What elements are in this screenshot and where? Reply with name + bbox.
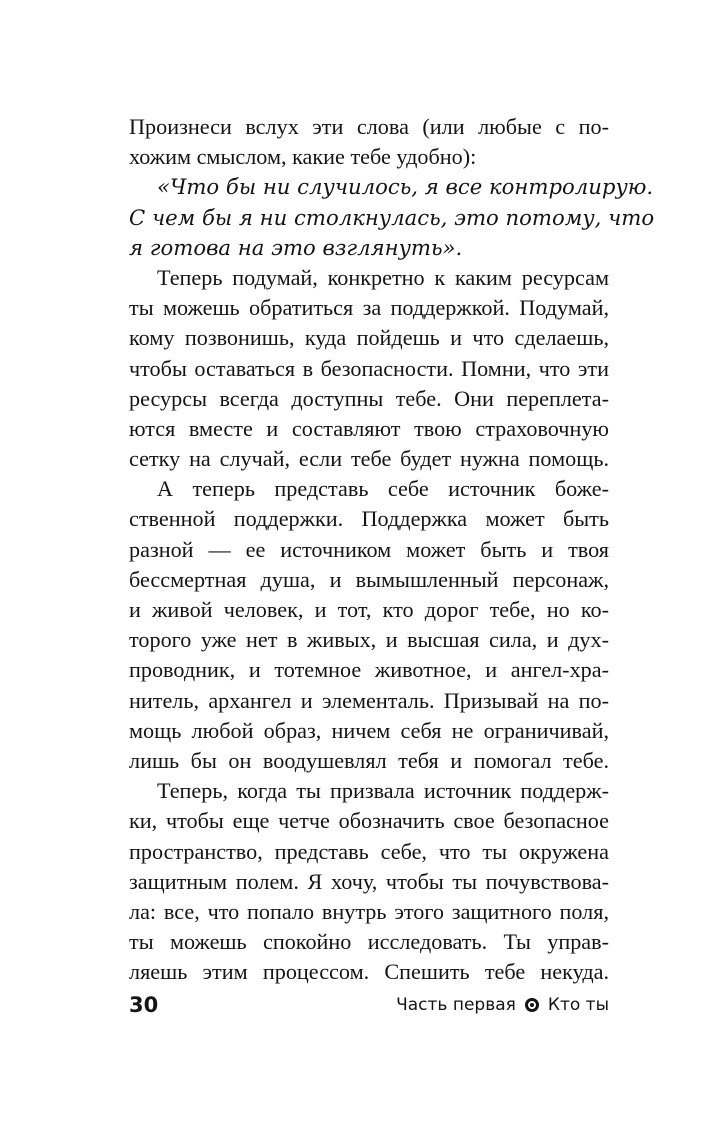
text-line: разной — ее источником может быть и твоя <box>129 536 609 562</box>
text-line: Произнеси вслух эти слова (или любые с по- <box>129 114 609 139</box>
text-line: ла: все, что попало внутрь этого защитного поля, <box>129 898 609 924</box>
page-footer <box>129 990 609 1020</box>
text-line: нитель, архангел и элементаль. Призывай на по- <box>129 687 609 713</box>
body-text <box>129 112 655 987</box>
text-line: чтобы оставаться в безопасности. Помни, что эти <box>129 355 609 381</box>
quote-line: «Что бы ни случилось, я все контролирую. <box>157 174 654 200</box>
text-line: бессмертная душа, и вымышленный персонаж, <box>129 566 609 592</box>
circle-ornament-icon <box>525 998 539 1012</box>
text-line: ты можешь обратиться за поддержкой. Подумай, <box>129 295 609 321</box>
quote-line: я готова на это взглянуть». <box>129 234 463 260</box>
text-line: кому позвонишь, куда пойдешь и что сделаешь, <box>129 325 609 351</box>
text-line: мощь любой образ, ничем себя не ограничивай, <box>129 717 609 743</box>
chapter-title: Кто ты <box>547 995 609 1015</box>
text-line: и живой человек, и тот, кто дорог тебе, но ко- <box>129 597 609 622</box>
text-line: ляешь этим процессом. Спешить тебе некуда. <box>129 959 609 985</box>
text-line: торого уже нет в живых, и высшая сила, и дух- <box>129 627 609 653</box>
text-line: ки, чтобы еще четче обозначить свое безопасное <box>129 808 609 834</box>
page-number: 30 <box>129 993 159 1017</box>
text-line: проводник, и тотемное животное, и ангел-хра- <box>129 657 609 683</box>
text-line: сетку на случай, если тебе будет нужна помощь. <box>129 446 609 472</box>
text-line: Теперь, когда ты призвала источник поддерж- <box>157 778 609 804</box>
text-line: лишь бы он воодушевлял тебя и помогал тебе. <box>129 747 609 773</box>
section-title: Часть первая <box>396 995 516 1015</box>
text-line: А теперь представь себе источник боже- <box>157 476 609 502</box>
text-line: Теперь подумай, конкретно к каким ресурсам <box>157 264 609 290</box>
text-line: хожим смыслом, какие тебе удобно): <box>129 144 477 170</box>
text-line: пространство, представь себе, что ты окружена <box>129 838 609 864</box>
running-head <box>396 990 609 1020</box>
text-line: ресурсы всегда доступны тебе. Они переплета- <box>129 385 609 411</box>
text-line: ются вместе и составляют твою страховочную <box>129 415 609 441</box>
text-line: ственной поддержки. Поддержка может быть <box>129 506 609 532</box>
text-line: защитным полем. Я хочу, чтобы ты почувствова- <box>129 868 609 894</box>
quote-line: С чем бы я ни столкнулась, это потому, что <box>129 204 655 230</box>
text-line: ты можешь спокойно исследовать. Ты управ- <box>129 929 609 955</box>
